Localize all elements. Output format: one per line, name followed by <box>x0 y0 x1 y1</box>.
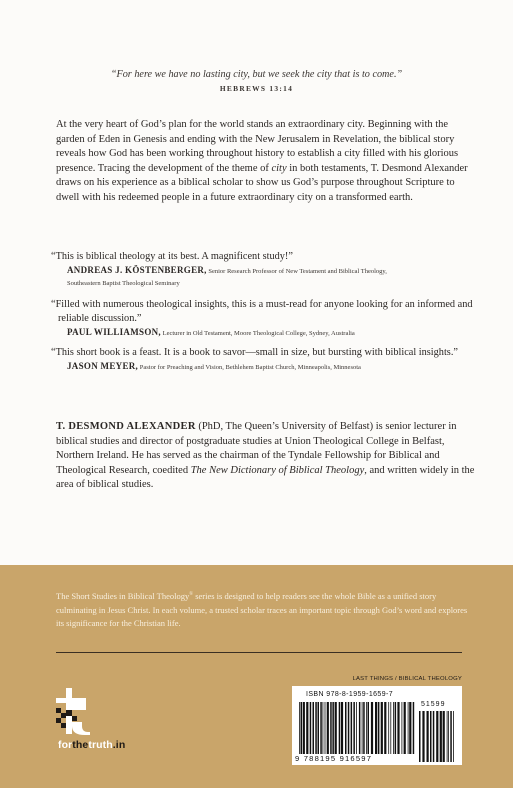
logo-text-truth: truth <box>88 739 113 751</box>
barcode-bar <box>299 702 300 762</box>
barcode-bar <box>310 702 312 762</box>
barcode-bar <box>422 711 424 762</box>
barcode-bar <box>362 702 363 762</box>
endorsement-attribution <box>51 264 481 290</box>
endorsement-quote: “This short book is a feast. It is a book to savor—small in size, but bursting with biblical insights.” <box>51 347 458 358</box>
barcode-bar <box>325 702 326 762</box>
barcode-bar <box>413 702 415 762</box>
barcode-bar <box>306 702 308 762</box>
barcode-bar <box>351 702 353 762</box>
bio-book-title: The New Dictionary of Biblical Theology <box>190 464 365 476</box>
ean-barcode <box>298 702 416 762</box>
series-description <box>56 588 476 631</box>
barcode-bar <box>332 702 334 762</box>
barcode-bar <box>378 702 380 762</box>
barcode-bar <box>323 702 324 762</box>
barcode-bar <box>436 711 438 762</box>
barcode-bar <box>381 702 383 762</box>
barcode-bar <box>356 702 357 762</box>
barcode-bar <box>450 711 452 762</box>
barcode-bar <box>318 702 320 762</box>
publisher-mark-icon <box>50 686 140 736</box>
barcode-bar <box>390 702 391 762</box>
barcode-bar <box>447 711 448 762</box>
ean-digits: 9 788195 916597 <box>295 754 419 763</box>
endorsement-quote: “Filled with numerous theological insights, this is a must-read for anyone looking for an informed and reliable discussion.” <box>51 299 473 324</box>
barcode-bar <box>366 702 367 762</box>
publisher-logo <box>50 686 140 752</box>
registered-mark: ® <box>189 592 194 597</box>
endorser-name: PAUL WILLIAMSON, <box>67 327 161 337</box>
barcode-bar <box>359 702 361 762</box>
endorsement-quote: “This is biblical theology at its best. A magnificent study!” <box>51 251 293 262</box>
barcode-bar <box>375 702 377 762</box>
endorser-name: ANDREAS J. KÖSTENBERGER, <box>67 265 207 275</box>
barcode-bar <box>440 711 442 762</box>
logo-text-the: the <box>72 739 89 751</box>
barcode-bar <box>371 702 373 762</box>
barcode-bar <box>388 702 389 762</box>
endorser-affiliation: Southeastern Baptist Theological Seminary <box>67 280 180 287</box>
epigraph-reference: HEBREWS 13:14 <box>219 84 294 93</box>
category-label: LAST THINGS / BIBLICAL THEOLOGY <box>352 676 462 682</box>
barcode-bar <box>335 702 337 762</box>
logo-text-for: for <box>58 739 73 751</box>
author-bio <box>56 420 476 493</box>
barcode-bar <box>453 711 454 762</box>
barcode-bar <box>395 702 397 762</box>
endorser-role: Senior Research Professor of New Testament and Biblical Theology, <box>208 268 387 275</box>
price-addon-barcode <box>418 711 456 762</box>
endorsement <box>51 346 481 374</box>
barcode-bar <box>430 711 432 762</box>
barcode-bar <box>402 702 403 762</box>
barcode-bar <box>345 702 347 762</box>
series-text-2: series is designed to help readers see the whole Bible as a unified story culminating in Jesus Christ. In each volume, a trusted scholar traces an important topic through God’s word and explores its significance for the Christian life. <box>56 590 468 629</box>
barcode-bar <box>315 702 317 762</box>
barcode-bar <box>409 702 411 762</box>
barcode-bar <box>384 702 386 762</box>
book-description <box>56 118 476 205</box>
endorsement-attribution <box>51 360 481 374</box>
barcode-panel <box>292 686 462 765</box>
barcode-bar <box>368 702 370 762</box>
barcode-bar <box>393 702 394 762</box>
barcode-bar <box>301 702 303 762</box>
barcode-bar <box>339 702 341 762</box>
isbn-text: ISBN 978-8-1959-1659-7 <box>306 691 394 698</box>
divider-rule <box>56 652 462 653</box>
bio-text-2: , and written widely in the area of biblical studies. <box>56 464 475 490</box>
epigraph-quote: “For here we have no lasting city, but we seek the city that is to come.” <box>110 69 403 80</box>
endorsement <box>51 250 481 290</box>
endorser-name: JASON MEYER, <box>67 361 139 371</box>
barcode-bar <box>348 702 350 762</box>
barcode-bar <box>419 711 421 762</box>
barcode-bar <box>433 711 435 762</box>
endorser-role: Lecturer in Old Testament, Moore Theological College, Sydney, Australia <box>162 330 355 337</box>
barcode-bar <box>330 702 332 762</box>
series-text-1: The Short Studies in Biblical Theology <box>56 590 190 601</box>
barcode-bar <box>327 702 329 762</box>
endorsement <box>51 298 481 340</box>
barcode-bar <box>320 702 322 762</box>
price-addon-digits: 51599 <box>421 701 446 708</box>
publisher-logo-text <box>58 739 125 751</box>
description-emphasis: city <box>271 162 287 174</box>
barcode-bar <box>313 702 315 762</box>
barcode-bar <box>408 702 409 762</box>
barcode-bar <box>427 711 429 762</box>
barcode-bar <box>443 711 445 762</box>
barcode-bar <box>448 711 449 762</box>
description-text-2: in both testaments, T. Desmond Alexander draws on his experience as a biblical scholar to show us God’s purpose throughout Scripture to dwell with his redeemed people in a future extraordinary city on a transformed earth. <box>56 162 468 203</box>
barcode-bar <box>363 702 365 762</box>
bio-text-1: (PhD, The Queen’s University of Belfast) is senior lecturer in biblical studies and director of postgraduate studies at Union Theological College in Belfast, Northern Ireland. He has served as the chairman of the Tyndale Fellowship for Biblical and Theological Research, coedited <box>56 421 457 476</box>
description-text-1: At the very heart of God’s plan for the world stands an extraordinary city. Beginning with the garden of Eden in Genesis and ending with the New Jerusalem in Revelation, the biblical story reveals how God has been working throughout history to establish a city filled with his glorious presence. Tracing the development of the theme of <box>56 119 459 174</box>
logo-text-domain: .in <box>112 739 126 751</box>
barcode-bar <box>341 702 343 762</box>
barcode-bar <box>353 702 355 762</box>
barcode-bar <box>397 702 399 762</box>
endorser-role: Pastor for Preaching and Vision, Bethlehem Baptist Church, Minneapolis, Minnesota <box>139 364 361 371</box>
author-name: T. DESMOND ALEXANDER <box>56 421 196 432</box>
endorsement-attribution <box>51 326 481 340</box>
barcode-bar <box>404 702 406 762</box>
barcode-bar <box>303 702 305 762</box>
